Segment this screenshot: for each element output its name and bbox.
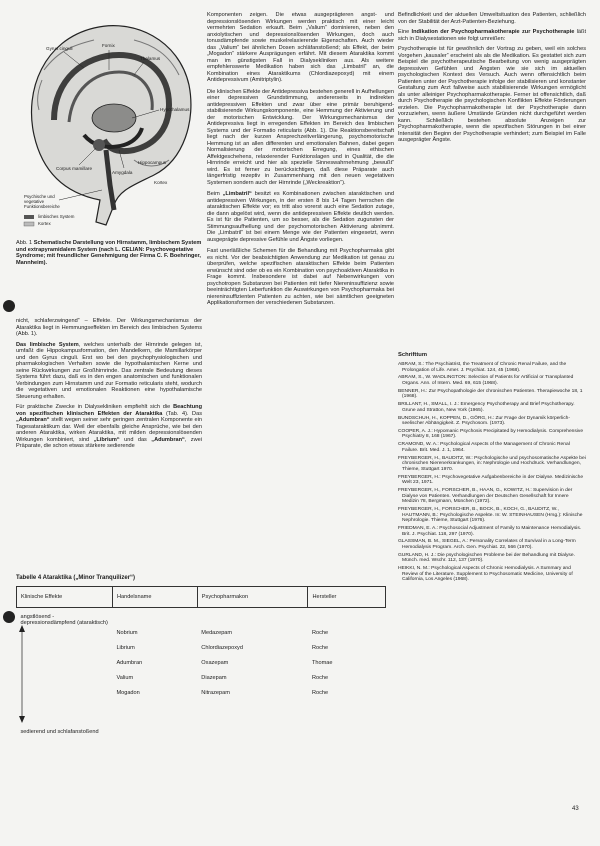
col1-paragraph-1: nicht, schlaferzwingend“ – Effekte. Der Wirkungsmechanismus der Ataraktika liegt in Hemmungseffekten im Bereich des limbischen Systems (Abb. 1). <box>16 318 202 337</box>
col3-paragraph-2: Eine Indikation der Psychopharmakotherapie zur Psychotherapie läßt sich in Dialysestationen wie folgt umreißen: <box>398 29 587 42</box>
table-header-manufacturer: Hersteller <box>308 587 386 608</box>
label-hypothalamus: Hypothalamus <box>160 107 190 112</box>
label-corpus-mamillare: Corpus mamillare <box>56 166 92 171</box>
references-list <box>398 362 586 583</box>
table-row: Adumbran Oxazepam Thomae <box>116 659 333 666</box>
page-number: 43 <box>572 806 579 812</box>
effect-arrow <box>18 624 26 724</box>
reference-item: BENNER, H.: Zur Psychopathologie der chronischen Patienten. Therapiewoche 18, 1 (1968). <box>398 388 583 400</box>
column-1 <box>16 318 202 450</box>
reference-item: BUNDSCHUH, H., KOPPEN, D., GÖRG, H.: Zur Frage der Dynamik körperlich-seelischer Abhängigkeit. Z. Psychosom. (1973). <box>398 415 571 427</box>
reference-item: BRILLANT, H., SMALL, I. J.: Emergency Psychotherapy and Brief Psychotherapy. Grune and Stratton, New York (1965). <box>398 402 575 413</box>
table-row: Valium Diazepam Roche <box>116 674 329 681</box>
table-header-drug: Psychopharmakon <box>197 587 308 608</box>
table-effect-top: angstlösend - depressionsdämpfend (ataraktisch) <box>20 614 108 626</box>
reference-item: GURLAND, H. J.: Die psychologischen Probleme bei der Behandlung mit Dialyse. Münch. med. Wschr. 112, 137 (1970). <box>398 552 575 564</box>
figure-brain <box>14 10 204 235</box>
punch-hole-top <box>3 300 15 312</box>
table-effect-bottom: sedierend und schlafanstoßend <box>20 728 99 735</box>
column-3 <box>398 12 586 144</box>
table-header-effects: Klinische Effekte <box>17 587 113 608</box>
reference-item: ABRAM, S., W. WADLINGTON: Selection of Patients for Artificial or Transplanted Organs. Ann. of Intern. Med. 69, 615 (1968). <box>398 375 574 386</box>
reference-item: FRIEDMAN, E. A.: Psychosocial Adjustment of Family to Maintenance Hemodialysis. Brit. J. Psychiat. 118, 297 (1970). <box>398 525 582 537</box>
reference-item: FREYBERGER, H.: Psychovegetative Aufgabenbereiche in der Dialyse. Medizinische Welt 23, 1971. <box>398 474 584 486</box>
col2-paragraph-3: Beim „Limbatril“ besitzt es Kombinationen zwischen ataraktischen und antidepressiven Wirkungen, in der ersten 8 bis 14 Tagen herrschen die ataraktischen Effekte vor; es tritt also vorerst auch eine Sedation zutage, die dann abgelöst wird, wenn die antidepressiven Effekte deutlich werden. Es ist für die Patienten, um so besser, als die Sedation zugunsten der Stimmungsaufhellung und der psychomotorischen Aktivierung abnimmt. Die „Limbatril“ ist bei einem Menge wie der Patienten eingesetzt, wenn ausgeprägte depressive Gefühle und Ängste vorliegen. <box>207 191 394 243</box>
legend-limbic: limbisches System <box>38 214 75 219</box>
label-psych-area: Psychische und vegetative Funktionsbereiche <box>24 194 60 209</box>
column-2 <box>207 12 394 307</box>
reference-item: FREYBERGER, H., BAUDITZ, W.: Psychologische und psychosomatische Aspekte bei chronischen Nierenerkrankungen, in: Nephrologie und Hochdruck. Verhandlungen, Thieme, Stuttgart 1970. <box>398 455 586 472</box>
reference-item: GLASSMAN, B. M., SIEGEL, A.: Personality Correlates of Survival in a Long-Term Hemodialysis Program. Arch. Gen. Psychiat. 22, 566 (1970). <box>398 539 576 550</box>
col2-paragraph-4: Fast unerläßliche Schemen für die Behandlung mit Psychopharmaka gibt es nicht. Vor der beabsichtigten Anwendung zur Medikation ist genau zu überprüfen, welche spezifischen ataraktischen Effekte beim Patienten erwünscht sind oder ob es ein Kombination von psychoaktiven Ataraktika in Frage kommt. Insbesondere ist dabei auf Nebenwirkungen von psychotropen Substanzen bei Patienten mit tiefer Niereninsuffizienz sowie beeinträchtigten Leberfunktion die Auswirkungen von Psychopharmaka bei niereninsuffizienten Patienten zu achten, wie bei sämtlichen geeigneten Applikationsformen der verschiedenen Substanzen. <box>207 248 394 306</box>
references <box>398 352 586 585</box>
label-hippocampus: Hippocampus <box>138 160 167 165</box>
col3-paragraph-3: Psychotherapie ist für gewöhnlich der Vortrag zu geben, weil ein solches Vorgehen „kausaler“ erscheint als als die Medikation. Es gestattet sich zum Beispiel die psychotherapeutische Bearbeitung von wenig ausgeprägten depressiven Gefühlen und Ängsten wie sie sich im aktuellen psychologischen Kontext des Versuch. Auch wenn offensichtlich beim Patienten unter der Psychotherapie infolge der stabilisieren und konstanter Gestaltung zum Arzt fallweise auch stabilisierende Wirkungen ermöglicht als unter alleiniger Psychopharmakotherapie. Ferner ist offensichtlich, daß durch Psychotherapie die psychologischen Konflikten Effekte Förderungen erzielen. Die Psychopharmakotherapie ist der Psychotherapie dann vorzuziehen, wenn äußere Umstände Gründen nicht durchgeführt werden kann. Schließlich bestehen absolute Anzeigen zur Psychopharmakotherapie, wenn die spezifischen Störungen in bei einer Intensität den Beginn der Psychotherapie verhindert; zum Beispiel im Falle ausgeprägter Ängste. <box>398 46 586 143</box>
reference-item: COOPER, A. J.: Hypomanic Psychosis Precipitated by Hemodialysis. Comprehensive Psychiatry 8, 168 (1967). <box>398 428 584 440</box>
col1-paragraph-3: Für praktische Zwecke in Dialysekliniken empfiehlt sich die Beachtung von spezifischen klinischen Effekten der Ataraktika (Tab. 4). Das „Adumbran“ stellt wegen seiner sehr geringen zentralen Komponente ein Tagesataraktikum dar. Weil der ebenfalls gleiche Ansprüche, wie bei den anderen Ataraktika, wirken Ataraktika, mit milden depressionslösenden Wirkungen kombiniert, sind „Librium“ und das „Adumbran“, zwei Präparate, die schon etwas stärkere sedierende <box>16 404 203 449</box>
col1-paragraph-2: Das limbische System, welches unterhalb der Hirnrinde gelegen ist, umfaßt die Hippokampusformation, den Mandelkern, die Mamillarkörper und den Gyrus cinguli. Erst wo bei den psychophysiologischen und pharmakologischen Verhalten sowie die hypothalamischen Kerne und seine Rückwirkungen zur Großhirnrinde. Das zentrale Bedeutung dieses Systems führt dazu, daß es in den engen anatomischen und funktionalen Verbindungen zum Hirnstamm und zur Formatio reticularis steht, wodurch die vegetativen und emotionalen Reaktionen eine hypothalamische Steuerung erhalten. <box>16 341 203 400</box>
references-title: Schrifttum <box>398 352 427 358</box>
col2-paragraph-1: Komponenten zeigen. Die etwas ausgeprägteren angst- und depressionslösenden Wirkungen werden praktisch mit einer leicht vermehrten Sedation erkauft. Beim „Valium“ dominieren, neben den anxiolytischen und depressionslösenden Wirkungen, doch auch tonusdämpfende sowie muskelrelaxierende Eigenschaften. Auch wieder das „Valium“ bei ähnlichen Dosen schläfanstoßend; als Effekt, der beim „Mogadon“ stärkere Ausprägungen erfährt. Mit diesem Ataraktika kommt man im günstigsten Fall in Dialysekliniken aus. Als weitere empfehlenswerte Medikation haben sich das „Limbatril“ an, die Kombination eines Ataraktikums (Chlordiazepoxyd) mit einem Antidepressivum (Amitriptylin). <box>207 12 394 83</box>
label-fornix: Fornix <box>102 43 115 48</box>
legend-kortex: Kortex <box>38 221 51 226</box>
reference-item: FREYBERGER, H., FORSCHER, B., BOCK, B., KOCH, G., BAUDITZ, W., HAUTMANN, B.: Psychologische Aspekte. In: W. STEINHAUSEN (Hrsg.): Klinische Nephrologie. Thieme, Stuttgart (1976). <box>398 506 583 524</box>
table-row: Mogadon Nitrazepam Roche <box>116 689 329 696</box>
reference-item: CRAMOND, W. A.: Psychological Aspects of the Management of Chronic Renal Failure. Brit. Med. J. 1, 1964. <box>398 442 570 453</box>
caption-prefix: Abb. 1 <box>16 240 33 246</box>
table-row: Nobrium Medazepam Roche <box>116 629 329 636</box>
table-frame <box>16 586 386 735</box>
reference-item: FREYBERGER, H., FORSCHER, B., HAAN, G., KOWITZ, H.: Supervision in der Dialyse von Patienten. Verhandlungen der Deutschen Gesellschaft für Innere Medizin 78, Bergmann, München (1972). <box>398 487 573 505</box>
label-thalamus: Thalamus <box>140 56 161 61</box>
label-amygdala: Amygdala <box>112 170 133 175</box>
caption-bold: Schematische Darstellung von Hirnstamm, limbischem System und extrapyramidalem System (nach L. CELIAN: Psychovegetative Syndrome; mit freundlicher Genehmigung der Firma C. F. Boehringer, Mannheim). <box>16 240 202 266</box>
table-title: Tabelle 4 Ataraktika („Minor Tranquilizer“) <box>16 575 136 581</box>
col2-paragraph-2: Die klinischen Effekte der Antidepressiva bestehen generell in Aufhellungen einer depressiven Grundstimmung, andererseits in indirekten antidepressiven Effekten und zwar über eine primär beruhigend-stabilisierende Wirkungskomponente, eine Hemmung der Aktivierung und der motorischen Entwicklung. Der Wirkungsmechanismus der Antidepressiva liegt in erregenden Effekten im Bereich des limbischen Systems und der Formatio reticularis (Abb. 1). Die Reaktionsbereitschaft liegt nach der kurzen Ansprechzeitverlängerung, psychomotorische Hemmung ist an allen differenten und emotionalen Bahnen, dabei gegen Normalisierung der motorischen Erregung, eines ethischen Affektgeschehens, relaxierender Funktionslagen und in Qualität, die die Hirnrinde erreicht und hier als spezielle Sinneswahrnehmung „bewußt“ wird. Es ist ferner zu berücksichtigen, daß diese Präparate auch längerfristig rezeptiv in Zusammenhang mit den neuen vegetativen Systemen sondern auch der Hirnrinde („Weckreaktion“). <box>207 88 394 186</box>
reference-item: HEIKKI, N. M.: Psychological Aspects of Chronic Hemodialysis. A Summary and Review of the Literature. Supplement to Psychosomatic Medicine, University of California, Los Angeles (1968). <box>398 566 573 583</box>
figure-caption <box>16 240 202 266</box>
punch-hole-bottom <box>3 611 15 623</box>
label-kortex: Kortex <box>154 180 168 185</box>
label-gyrus-cinguli: Gyrus cinguli <box>46 46 73 51</box>
col3-paragraph-1: Befindlichkeit und der aktuellen Umweltsituation des Patienten, schließlich von der Stabilität der Arzt-Patienten-Beziehung. <box>398 12 586 25</box>
table-row: Librium Chlordiazepoxyd Roche <box>116 644 329 651</box>
table-header-tradename: Handelsname <box>112 587 197 608</box>
table-ataraktika <box>16 575 386 735</box>
table-grid <box>16 586 386 735</box>
reference-item: ABRAM, S.: The Psychiatrist, the Treatment of Chronic Renal Failure, and the Prolongation of Life. Amer. J. Psychiat. 124, 45 (1968). <box>398 362 567 373</box>
